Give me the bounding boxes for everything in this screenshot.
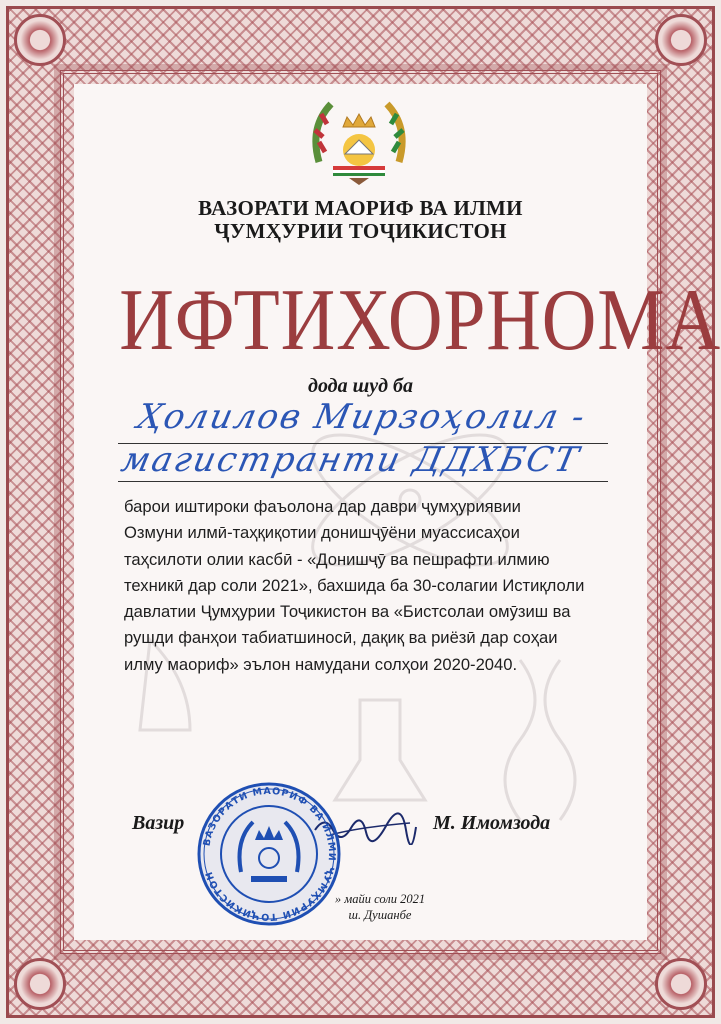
stamp-text: ВАЗОРАТИ МАОРИФ ВА ИЛМИ ҶУМҲУРИИ ТОҶИКИСТОН (201, 785, 338, 923)
issue-city: ш. Душанбе (348, 908, 412, 922)
signatory-name: М. Имомзода (433, 812, 551, 834)
body-line: рушди фанҳои табиатшиносӣ, дақиқ ва риёзӣ дар соҳаи (124, 628, 558, 648)
corner-ornament-bottom-right (655, 958, 707, 1010)
signatory-title: Вазир (132, 812, 185, 834)
ministry-name-line2: ҶУМҲУРИИ ТОҶИКИСТОН (214, 219, 507, 243)
recipient-name-line2: магистранти ДДХБСТ (117, 440, 584, 480)
body-line: таҳсилоти олии касбӣ - «Донишҷӯ ва пешрафти илмию (124, 549, 550, 569)
award-reason-text (124, 494, 604, 678)
state-emblem-icon (309, 92, 409, 187)
body-line: Озмуни илмӣ-таҳқиқотии донишҷӯёни муассисаҳои (124, 523, 520, 543)
recipient-underline-2 (118, 481, 608, 482)
issue-date: » майи соли 2021 (334, 892, 426, 906)
body-line: илму маориф» эълон намудани солҳои 2020-2040. (124, 654, 518, 674)
body-line: техникӣ дар соли 2021», бахшида ба 30-солагии Истиқлоли (124, 575, 585, 595)
corner-ornament-bottom-left (14, 958, 66, 1010)
corner-ornament-top-left (14, 14, 66, 66)
body-line: барои иштироки фаъолона дар даври ҷумҳуриявии (124, 497, 521, 516)
certificate-title: ИФТИХОРНОМА (119, 272, 721, 369)
body-line: давлатии Ҷумҳурии Тоҷикистон ва «Бистсолаи омӯзиш ва (124, 602, 571, 622)
recipient-name-line1: Ҳолилов Мирзоҳолил - (133, 397, 591, 437)
awarded-to-label: дода шуд ба (308, 375, 413, 397)
ministry-name-line1: ВАЗОРАТИ МАОРИФ ВА ИЛМИ (198, 196, 523, 220)
corner-ornament-top-right (655, 14, 707, 66)
